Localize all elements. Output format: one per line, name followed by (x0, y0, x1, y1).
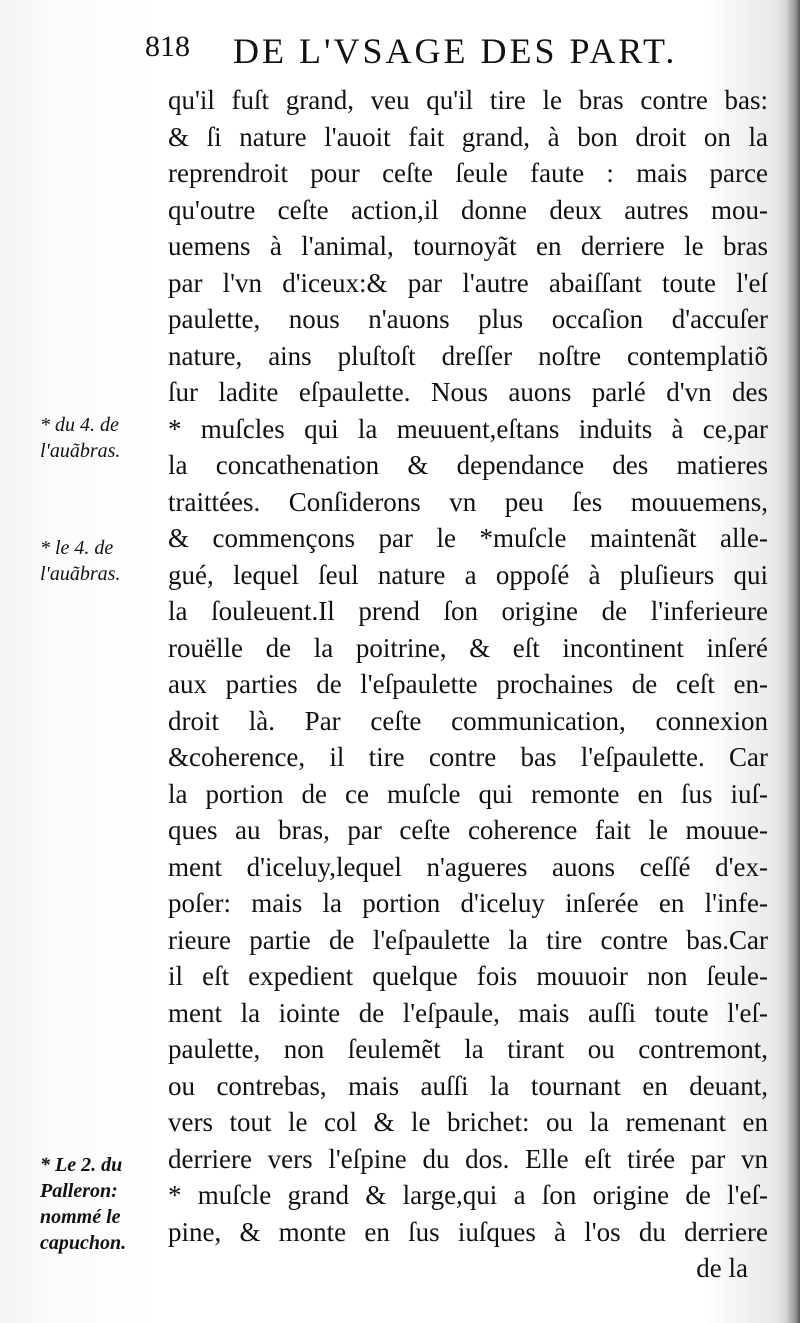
text-line: la portion de ce muſcle qui remonte en ſus iuſ- (168, 778, 768, 809)
text-line: & ſi nature l'auoit fait grand, à bon droit on la (168, 121, 768, 152)
margin-note: * le 4. de l'auãbras. (40, 537, 121, 585)
text-line: * muſcle grand & large,qui a ſon origine de l'eſ- (168, 1180, 768, 1210)
text-line: paulette, non ſeulemẽt la tirant ou contremont, (168, 1034, 768, 1064)
text-line: &coherence, il tire contre bas l'eſpaulette. Car (168, 742, 768, 772)
text-line: & commençons par le *muſcle maintenãt alle- (168, 523, 768, 553)
text-line: nature, ains pluſtoſt dreſſer noſtre contemplatiõ (168, 340, 768, 371)
text-line: qu'outre ceſte action,il donne deux autres mou- (168, 194, 768, 225)
text-line: aux parties de l'eſpaulette prochaines de ceſt en- (168, 669, 768, 699)
text-line: ques au bras, par ceſte coherence fait le mouue- (168, 815, 768, 845)
text-line: rouëlle de la poitrine, & eſt incontinent inſeré (168, 632, 768, 663)
text-line: * muſcles qui la meuuent,eſtans induits à ce,par (168, 413, 768, 444)
text-line: ment la iointe de l'eſpaule, mais auſſi toute l'eſ- (168, 997, 768, 1028)
text-line: il eſt expedient quelque fois mouuoir non ſeule- (168, 961, 768, 991)
text-line: ſur ladite eſpaulette. Nous auons parlé d'vn des (168, 377, 768, 407)
text-line: droit là. Par ceſte communication, connexion (168, 705, 768, 736)
catchword: de la (696, 1253, 748, 1283)
text-line: qu'il fuſt grand, veu qu'il tire le bras contre bas: (168, 85, 768, 115)
body-text (168, 82, 768, 1287)
text-line: derriere vers l'eſpine du dos. Elle eſt tirée par vn (168, 1143, 768, 1174)
margin-note: * Le 2. du Palleron: nommé le capuchon. (40, 1154, 127, 1254)
text-line: la ſouleuent.Il prend ſon origine de l'inferieure (168, 596, 768, 626)
page-header (145, 30, 775, 74)
text-line: la concathenation & dependance des matieres (168, 450, 768, 480)
running-head: DE L'VSAGE DES PART. (233, 31, 678, 71)
text-line: ment d'iceluy,lequel n'agueres auons ceſſé d'ex- (168, 851, 768, 882)
text-line: reprendroit pour ceſte ſeule faute : mais parce (168, 158, 768, 188)
text-line: vers tout le col & le brichet: ou la remenant en (168, 1107, 768, 1137)
text-line: traittées. Conſiderons vn peu ſes mouuemens, (168, 486, 768, 517)
text-line: pine, & monte en ſus iuſques à l'os du derriere (168, 1216, 768, 1247)
text-line: par l'vn d'iceux:& par l'autre abaiſſant toute l'eſ (168, 267, 768, 298)
text-line: ou contrebas, mais auſſi la tournant en deuant, (168, 1070, 768, 1101)
text-line: rieure partie de l'eſpaulette la tire contre bas.Car (168, 924, 768, 955)
text-line: paulette, nous n'auons plus occaſion d'accuſer (168, 304, 768, 334)
page-edge-shadow (786, 0, 800, 1323)
text-line: gué, lequel ſeul nature a oppoſé à pluſieurs qui (168, 559, 768, 590)
text-line: poſer: mais la portion d'iceluy inſerée en l'infe- (168, 888, 768, 918)
margin-note: * du 4. de l'auãbras. (40, 414, 121, 462)
text-line: uemens à l'animal, tournoyãt en derriere le bras (168, 231, 768, 261)
page-number: 818 (145, 30, 190, 63)
